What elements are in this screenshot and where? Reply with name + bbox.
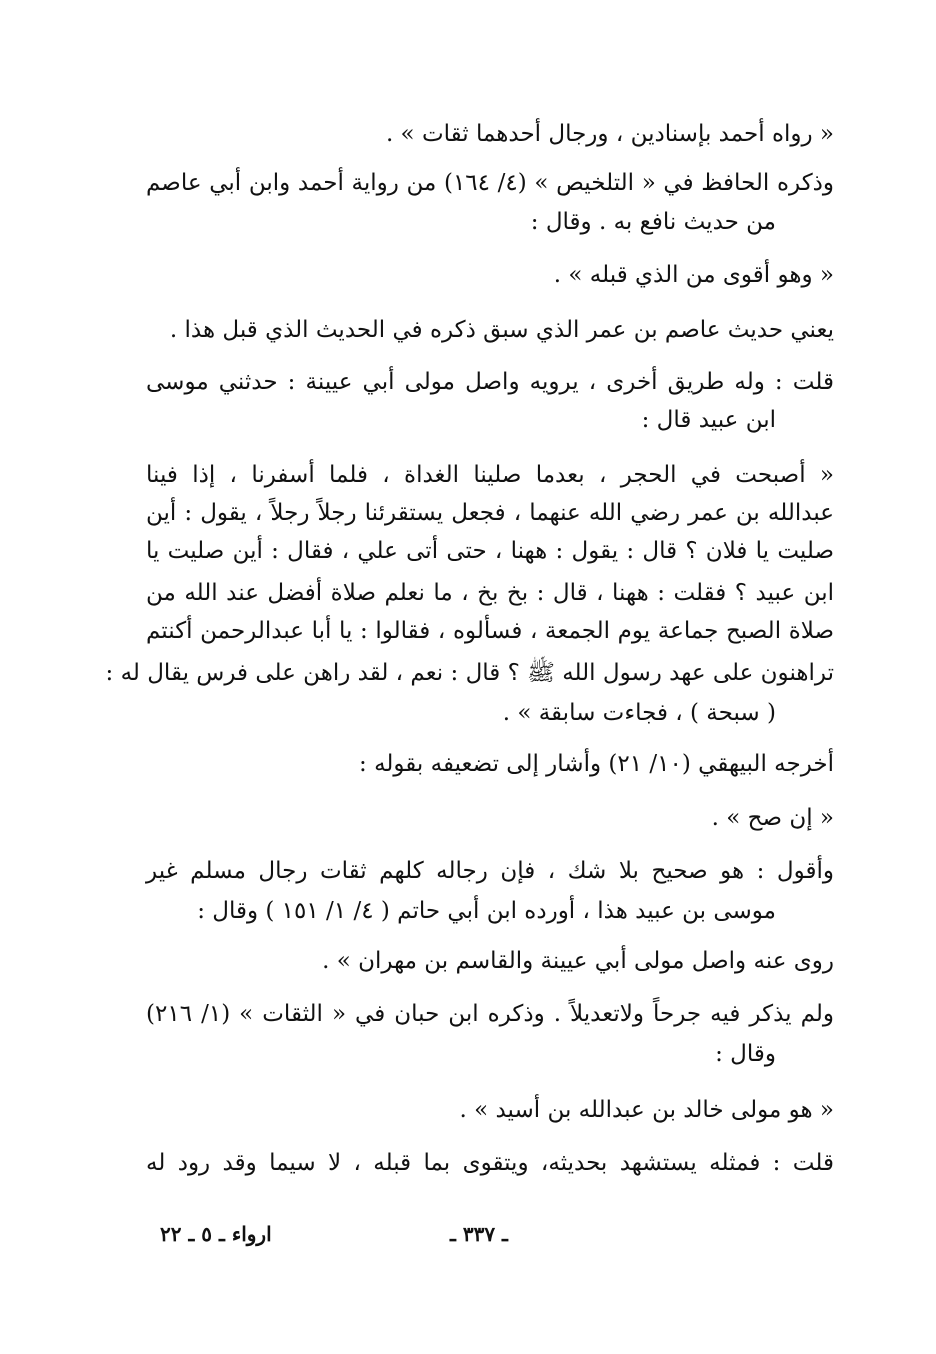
- text-line: ابن عبيد ؟ فقلت : ههنا ، قال : بخ بخ ، ما نعلم صلاة أفضل عند الله من: [146, 580, 834, 606]
- text-line: « وهو أقوى من الذي قبله » .: [553, 262, 834, 288]
- signature-mark: ارواء ـ ٥ ـ ٢٢: [160, 1222, 272, 1246]
- text-line: ولم يذكر فيه جرحاً ولاتعديلاً . وذكره ابن حبان في « الثقات » (١/ ٢١٦): [146, 1001, 834, 1027]
- text-line: ابن عبيد قال :: [641, 407, 776, 433]
- text-line: أخرجه البيهقي (١٠/ ٢١) وأشار إلى تضعيفه بقوله :: [359, 751, 834, 777]
- page-number: ـ ٣٣٧ ـ: [450, 1222, 508, 1246]
- text-line: وذكره الحافظ في « التلخيص » (٤/ ١٦٤) من رواية أحمد وابن أبي عاصم: [146, 170, 834, 196]
- text-line: وأقول : هو صحيح بلا شك ، فإن رجاله كلهم ثقات رجال مسلم غير: [146, 858, 834, 884]
- text-line: « رواه أحمد بإسنادين ، ورجال أحدهما ثقات » .: [385, 121, 834, 147]
- text-line: « هو مولى خالد بن عبدالله بن أسيد » .: [459, 1097, 834, 1123]
- text-line: صلاة الصبح جماعة يوم الجمعة ، فسألوه ، فقالوا : يا أبا عبدالرحمن أكنتم: [146, 618, 834, 644]
- text-line: « إن صح » .: [711, 805, 834, 831]
- text-line: قلت : فمثله يستشهد بحديثه، ويتقوى بما قبله ، لا سيما وقد رود له: [146, 1150, 834, 1176]
- text-line: وقال :: [715, 1041, 776, 1067]
- text-line: قلت : وله طريق أخرى ، يرويه واصل مولى أبي عيينة : حدثني موسى: [146, 369, 834, 395]
- text-line: « أصبحت في الحجر ، بعدما صلينا الغداة ، فلما أسفرنا ، إذا فينا: [146, 462, 834, 488]
- text-line: عبدالله بن عمر رضي الله عنهما ، فجعل يستقرئنا رجلاً رجلاً ، يقول : أين: [146, 500, 834, 526]
- text-line: موسى بن عبيد هذا ، أورده ابن أبي حاتم ( ٤/ ١/ ١٥١ ) وقال :: [197, 898, 776, 924]
- text-line: ( سبحة ) ، فجاءت سابقة » .: [502, 700, 776, 726]
- text-line: من حديث نافع به . وقال :: [530, 209, 776, 235]
- text-line: صليت يا فلان ؟ قال : يقول : ههنا ، حتى أتى علي ، فقال : أين صليت يا: [146, 538, 834, 564]
- text-line: يعني حديث عاصم بن عمر الذي سبق ذكره في الحديث الذي قبل هذا .: [169, 317, 834, 343]
- text-line: تراهنون على عهد رسول الله ﷺ ؟ قال : نعم ، لقد راهن على فرس يقال له :: [105, 660, 834, 686]
- text-line: روى عنه واصل مولى أبي عيينة والقاسم بن مهران » .: [322, 948, 834, 974]
